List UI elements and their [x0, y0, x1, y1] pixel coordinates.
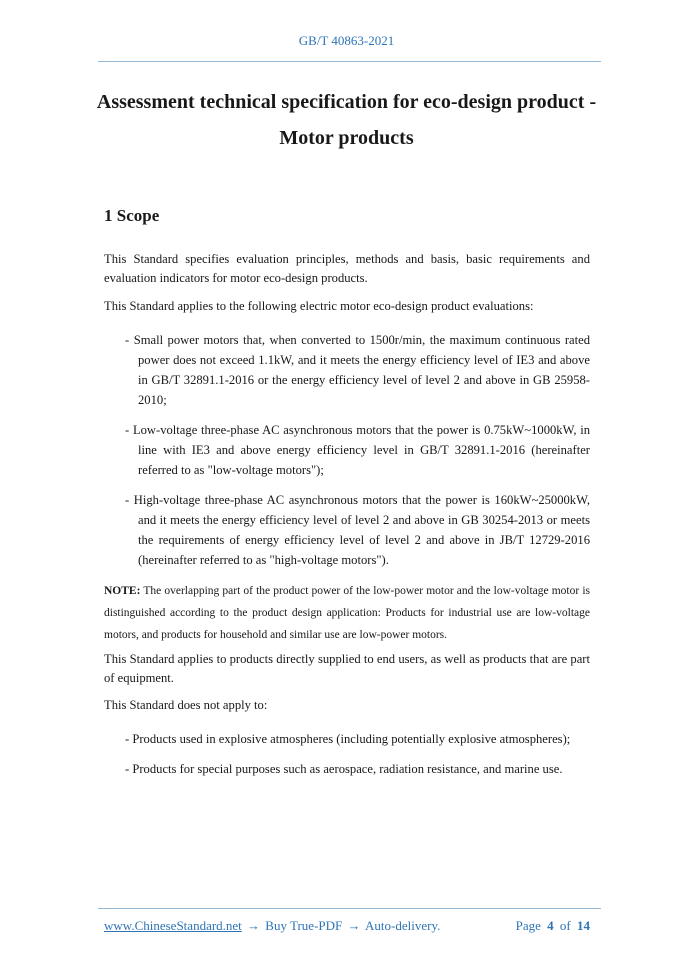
note-text: The overlapping part of the product power of the low-power motor and the low-voltage motor is distinguished according to the product design application: Products for industrial use are low-voltage motors, and products for household and similar use are low-power motors. — [104, 585, 590, 641]
scope-paragraph-3: This Standard applies to products directly supplied to end users, as well as products that are part of equipment. — [104, 652, 590, 685]
page-footer — [98, 908, 601, 934]
dash-bullet: - — [125, 423, 130, 437]
dash-bullet: - — [125, 762, 130, 776]
list-item — [125, 330, 591, 410]
dash-bullet: - — [125, 333, 130, 347]
section-heading-scope: 1 Scope — [104, 206, 160, 225]
title-line-1: Assessment technical specification for eco-design product - — [96, 91, 597, 113]
scope-evaluation-list — [104, 330, 590, 570]
of-label: of — [559, 918, 571, 933]
current-page-number: 4 — [547, 918, 554, 933]
title-line-2: Motor products — [279, 127, 414, 149]
buy-pdf-text: Buy True-PDF — [265, 918, 343, 933]
list-item — [125, 420, 590, 480]
page-header — [0, 0, 693, 62]
note-label: NOTE: — [104, 585, 141, 597]
total-page-number: 14 — [577, 918, 590, 933]
footer-source-line — [104, 918, 440, 934]
list-item — [125, 729, 590, 749]
page-label: Page — [515, 918, 541, 933]
site-link[interactable]: www.ChineseStandard.net — [104, 918, 242, 933]
dash-bullet: - — [125, 732, 130, 746]
scope-paragraph-2: This Standard applies to the following electric motor eco-design product evaluations: — [104, 299, 534, 313]
page-indicator — [516, 918, 590, 934]
list-item-text: Small power motors that, when converted to 1500r/min, the maximum continuous rated power does not exceed 1.1kW, and it meets the energy efficiency level of IE3 and above in GB/T 32891.1-2016 or the energy efficiency level of level 2 and above in GB 25958-2010; — [133, 333, 591, 407]
scope-paragraph-4: This Standard does not apply to: — [104, 698, 268, 712]
dash-bullet: - — [125, 493, 130, 507]
auto-delivery-text: Auto-delivery. — [365, 918, 441, 933]
list-item-text: Products for special purposes such as aerospace, radiation resistance, and marine use. — [132, 762, 563, 776]
document-body — [104, 205, 590, 779]
header-rule — [98, 61, 601, 62]
document-title — [0, 84, 693, 156]
list-item-text: High-voltage three-phase AC asynchronous motors that the power is 160kW~25000kW, and it meets the energy efficiency level of level 2 and above in GB 30254-2013 or meets the requirements of energy efficiency level of level 2 and above in JB/T 12729-2016 (hereinafter referred to as "high-voltage motors"). — [133, 493, 590, 567]
list-item-text: Low-voltage three-phase AC asynchronous motors that the power is 0.75kW~1000kW, in line with IE3 and above energy efficiency level in GB/T 32891.1-2016 (hereinafter referred to as "low-voltage motors"); — [132, 423, 590, 477]
list-item — [125, 490, 590, 570]
arrow-right-icon: → — [247, 918, 261, 933]
doc-number: GB/T 40863-2021 — [298, 33, 395, 48]
list-item-text: Products used in explosive atmospheres (including potentially explosive atmospheres); — [132, 732, 571, 746]
scope-exclusion-list — [104, 729, 590, 779]
scope-note — [104, 580, 590, 646]
arrow-right-icon: → — [347, 918, 361, 933]
scope-paragraph-1: This Standard specifies evaluation principles, methods and basis, basic requirements and evaluation indicators for motor eco-design products. — [104, 252, 590, 285]
list-item — [125, 759, 590, 779]
